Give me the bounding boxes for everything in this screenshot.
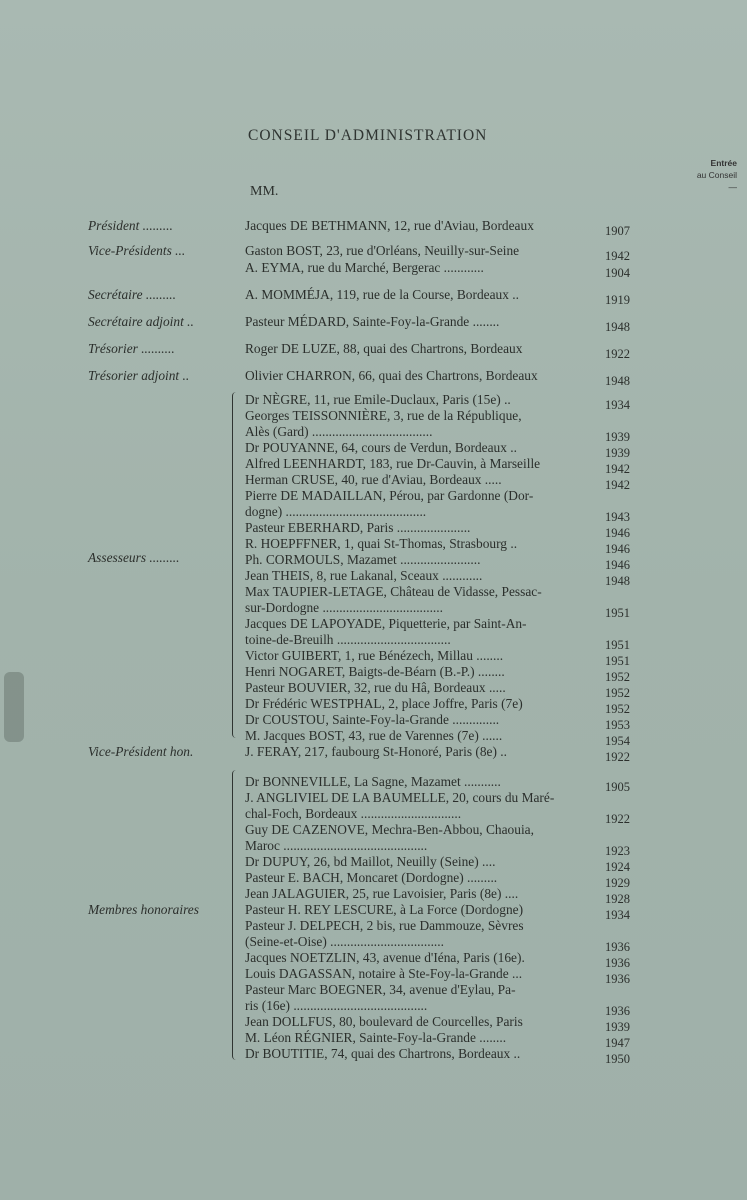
member-line (0, 341, 747, 361)
member-line (0, 696, 747, 716)
entry-year: 1936 (605, 1004, 630, 1018)
member-entry: Dr BONNEVILLE, La Sagne, Mazamet ........... (245, 774, 501, 789)
entry-year: 1950 (605, 1052, 630, 1066)
member-entry: Olivier CHARRON, 66, quai des Chartrons, Bordeaux (245, 368, 538, 383)
member-entry: Pasteur H. REY LESCURE, à La Force (Dordogne) (245, 902, 524, 917)
member-line (0, 712, 747, 732)
member-entry: Jean THEIS, 8, rue Lakanal, Sceaux ............ (245, 568, 483, 583)
role-label: Secrétaire adjoint .. (88, 314, 194, 329)
member-entry: Pasteur MÉDARD, Sainte-Foy-la-Grande ........ (245, 314, 500, 329)
member-entry: M. Léon RÉGNIER, Sainte-Foy-la-Grande ........ (245, 1030, 507, 1045)
member-entry: sur-Dordogne .................................... (245, 600, 443, 615)
member-line (0, 568, 747, 588)
member-line (0, 950, 747, 970)
entry-year: 1936 (605, 940, 630, 954)
entry-year: 1954 (605, 734, 630, 748)
member-entry: Max TAUPIER-LETAGE, Château de Vidasse, Pessac- (245, 584, 542, 599)
member-line (0, 616, 747, 632)
member-entry: Pasteur E. BACH, Moncaret (Dordogne) ......... (245, 870, 498, 885)
member-line (0, 918, 747, 934)
member-line (0, 806, 747, 826)
member-line (0, 600, 747, 620)
member-line (0, 584, 747, 600)
member-line (0, 966, 747, 986)
member-line (0, 934, 747, 954)
entry-year: 1952 (605, 702, 630, 716)
member-line (0, 314, 747, 334)
member-line (0, 408, 747, 424)
role-label: Vice-Président hon. (88, 744, 194, 759)
entry-year: 1934 (605, 398, 630, 412)
entry-year: 1907 (605, 224, 630, 238)
member-entry: A. EYMA, rue du Marché, Bergerac ............ (245, 260, 484, 275)
member-entry: Gaston BOST, 23, rue d'Orléans, Neuilly-sur-Seine (245, 243, 520, 258)
member-entry: ris (16e) ........................................ (245, 998, 428, 1013)
member-entry: J. ANGLIVIEL DE LA BAUMELLE, 20, cours du Maré- (245, 790, 555, 805)
member-entry: Pasteur Marc BOEGNER, 34, avenue d'Eylau, Pa- (245, 982, 516, 997)
entry-year: 1922 (605, 812, 630, 826)
entry-year: 1948 (605, 574, 630, 588)
role-label: Trésorier adjoint .. (88, 368, 190, 383)
entry-year: 1919 (605, 293, 630, 307)
member-line (0, 1014, 747, 1034)
member-entry: M. Jacques BOST, 43, rue de Varennes (7e) ...... (245, 728, 503, 743)
entry-year: 1951 (605, 606, 630, 620)
entry-year: 1939 (605, 430, 630, 444)
entry-year: 1946 (605, 542, 630, 556)
entry-year: 1953 (605, 718, 630, 732)
entry-year: 1905 (605, 780, 630, 794)
member-line (0, 744, 747, 764)
member-entry: Victor GUIBERT, 1, rue Bénézech, Millau ........ (245, 648, 504, 663)
entry-year: 1922 (605, 750, 630, 764)
member-entry: Louis DAGASSAN, notaire à Ste-Foy-la-Grande ... (245, 966, 523, 981)
entry-year: 1952 (605, 670, 630, 684)
member-entry: Jean JALAGUIER, 25, rue Lavoisier, Paris (8e) .... (245, 886, 519, 901)
entry-year: 1942 (605, 249, 630, 263)
member-line (0, 440, 747, 460)
member-line (0, 287, 747, 307)
role-label: Assesseurs ......... (88, 550, 180, 565)
entry-year: 1939 (605, 446, 630, 460)
member-entry: Jacques NOETZLIN, 43, avenue d'Iéna, Paris (16e). (245, 950, 525, 965)
member-entry: Guy DE CAZENOVE, Mechra-Ben-Abbou, Chaouia, (245, 822, 534, 837)
member-line (0, 648, 747, 668)
role-label: Trésorier .......... (88, 341, 175, 356)
entry-year: 1923 (605, 844, 630, 858)
member-entry: A. MOMMÉJA, 119, rue de la Course, Bordeaux .. (245, 287, 519, 302)
member-line (0, 218, 747, 238)
member-entry: Georges TEISSONNIÈRE, 3, rue de la République, (245, 408, 522, 423)
entry-year: 1922 (605, 347, 630, 361)
entry-year: 1942 (605, 462, 630, 476)
member-entry: Pierre DE MADAILLAN, Pérou, par Gardonne (Dor- (245, 488, 534, 503)
role-label: Président ......... (88, 218, 173, 233)
member-line (0, 504, 747, 524)
member-line (0, 550, 747, 572)
member-entry: Pasteur J. DELPECH, 2 bis, rue Dammouze, Sèvres (245, 918, 524, 933)
role-label: Membres honoraires (88, 902, 199, 917)
member-line (0, 838, 747, 858)
member-line (0, 774, 747, 794)
role-label: Secrétaire ......... (88, 287, 177, 302)
member-entry: Maroc ........................................... (245, 838, 428, 853)
entry-year: 1948 (605, 320, 630, 334)
entry-year: 1946 (605, 526, 630, 540)
member-line (0, 392, 747, 412)
member-entry: Dr Frédéric WESTPHAL, 2, place Joffre, Paris (7e) (245, 696, 523, 711)
member-line (0, 424, 747, 444)
entry-year: 1951 (605, 638, 630, 652)
member-line (0, 886, 747, 906)
entry-year: 1946 (605, 558, 630, 572)
member-entry: Pasteur EBERHARD, Paris ...................... (245, 520, 471, 535)
member-line (0, 456, 747, 476)
member-entry: Alès (Gard) .................................... (245, 424, 433, 439)
member-entry: Dr NÈGRE, 11, rue Emile-Duclaux, Paris (15e) .. (245, 392, 511, 407)
member-entry: Dr COUSTOU, Sainte-Foy-la-Grande .............. (245, 712, 500, 727)
member-line (0, 664, 747, 684)
member-entry: R. HOEPFFNER, 1, quai St-Thomas, Strasbourg .. (245, 536, 518, 551)
entry-year: 1952 (605, 686, 630, 700)
member-line (0, 520, 747, 540)
member-entry: J. FERAY, 217, faubourg St-Honoré, Paris (8e) .. (245, 744, 507, 759)
member-entry: Jacques DE LAPOYADE, Piquetterie, par Saint-An- (245, 616, 527, 631)
member-line (0, 854, 747, 874)
member-entry: (Seine-et-Oise) .................................. (245, 934, 444, 949)
entree-label: Entrée (710, 158, 737, 168)
member-line (0, 472, 747, 492)
entry-year: 1936 (605, 972, 630, 986)
member-line (0, 790, 747, 806)
member-line (0, 982, 747, 998)
member-line (0, 728, 747, 748)
member-line (0, 1046, 747, 1066)
member-line (0, 998, 747, 1018)
member-line (0, 260, 747, 280)
entry-year: 1947 (605, 1036, 630, 1050)
member-entry: Roger DE LUZE, 88, quai des Chartrons, Bordeaux (245, 341, 523, 356)
member-line (0, 488, 747, 504)
member-line (0, 822, 747, 838)
entry-year: 1934 (605, 908, 630, 922)
entry-year: 1951 (605, 654, 630, 668)
member-line (0, 902, 747, 922)
member-entry: Dr BOUTITIE, 74, quai des Chartrons, Bordeaux .. (245, 1046, 521, 1061)
member-entry: Alfred LEENHARDT, 183, rue Dr-Cauvin, à Marseille (245, 456, 541, 471)
member-line (0, 632, 747, 652)
au-conseil-label: au Conseil (696, 170, 737, 180)
member-entry: Jean DOLLFUS, 80, boulevard de Courcelles, Paris (245, 1014, 523, 1029)
mm-label: MM. (250, 184, 279, 199)
member-line (0, 243, 747, 263)
member-entry: Dr POUYANNE, 64, cours de Verdun, Bordeaux .. (245, 440, 517, 455)
entry-year: 1943 (605, 510, 630, 524)
entry-year: 1942 (605, 478, 630, 492)
page-title: CONSEIL D'ADMINISTRATION (248, 127, 488, 144)
member-entry: toine-de-Breuilh .................................. (245, 632, 451, 647)
entree-column-header (657, 157, 737, 193)
member-entry: Herman CRUSE, 40, rue d'Aviau, Bordeaux ..... (245, 472, 502, 487)
entry-year: 1924 (605, 860, 630, 874)
member-line (0, 680, 747, 700)
entry-year: 1939 (605, 1020, 630, 1034)
member-entry: Dr DUPUY, 26, bd Maillot, Neuilly (Seine) .... (245, 854, 496, 869)
entry-year: 1929 (605, 876, 630, 890)
member-entry: Jacques DE BETHMANN, 12, rue d'Aviau, Bordeaux (245, 218, 534, 233)
entry-year: 1948 (605, 374, 630, 388)
entry-year: 1936 (605, 956, 630, 970)
role-label: Vice-Présidents ... (88, 243, 186, 258)
member-entry: Ph. CORMOULS, Mazamet ........................ (245, 552, 481, 567)
member-line (0, 870, 747, 890)
member-entry: Pasteur BOUVIER, 32, rue du Hâ, Bordeaux ..... (245, 680, 506, 695)
entry-year: 1904 (605, 266, 630, 280)
member-entry: Henri NOGARET, Baigts-de-Béarn (B.-P.) ........ (245, 664, 505, 679)
entree-dash: — (728, 182, 737, 192)
member-line (0, 368, 747, 388)
member-line (0, 1030, 747, 1050)
member-entry: dogne) .......................................... (245, 504, 427, 519)
entry-year: 1928 (605, 892, 630, 906)
member-entry: chal-Foch, Bordeaux .............................. (245, 806, 462, 821)
